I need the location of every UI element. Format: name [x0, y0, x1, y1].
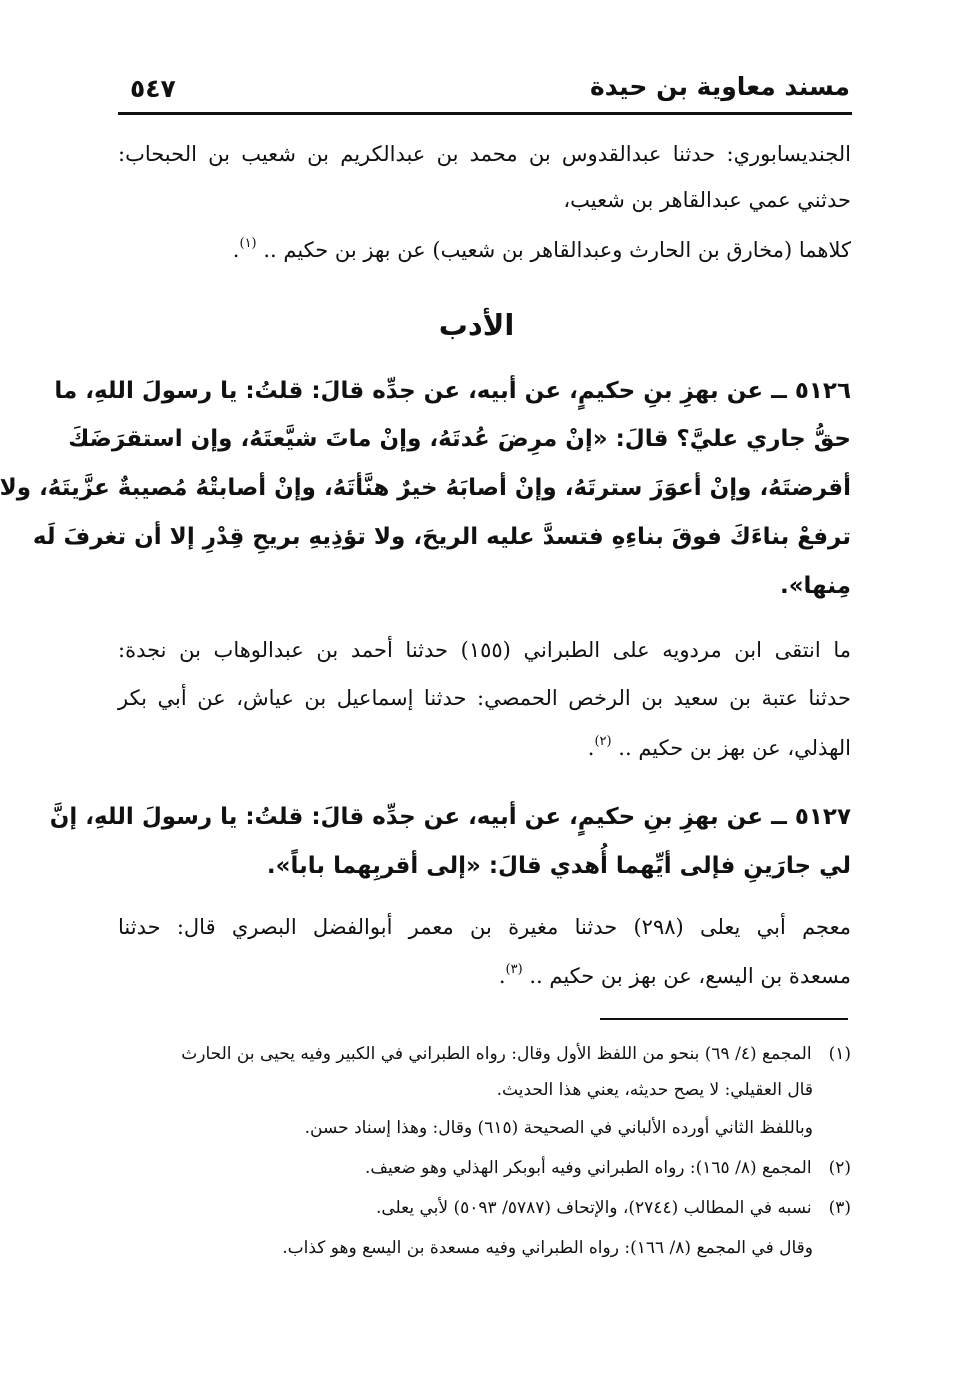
source-5127-line: معجم أبي يعلى (٢٩٨) حدثنا مغيرة بن معمر أبوالفضل البصري قال: حدثنا [118, 915, 851, 939]
source-5126-text: الهذلي، عن بهز بن حكيم .. [618, 736, 851, 760]
footnote-3 [376, 1198, 851, 1218]
footnote-number: (٢) [828, 1158, 851, 1178]
intro-line-text: كلاهما (مخارق بن الحارث وعبدالقاهر بن شعيب) عن بهز بن حكيم .. [263, 238, 851, 262]
footnote-1-cont [497, 1080, 813, 1100]
footnote-number: (١) [828, 1044, 851, 1064]
footnote-text: قال العقيلي: لا يصح حديثه، يعني هذا الحديث. [496, 1080, 813, 1100]
section-heading: الأدب [438, 308, 515, 342]
footnote-separator [600, 1018, 848, 1020]
intro-line: حدثني عمي عبدالقاهر بن شعيب، [563, 188, 851, 212]
footnote-ref[interactable]: (٢) [594, 734, 612, 749]
footnote-text: وقال في المجمع (٨/ ١٦٦): رواه الطبراني وفيه مسعدة بن اليسع وهو كذاب. [282, 1238, 813, 1258]
hadith-5126-line: ٥١٢٦ ــ عن بهزِ بنِ حكيمٍ، عن أبيه، عن جدِّه قالَ: قلتُ: يا رسولَ اللهِ، ما [54, 378, 851, 404]
footnote-ref[interactable]: (٣) [505, 962, 523, 977]
hadith-5126-line: ترفعْ بناءَكَ فوقَ بناءِهِ فتسدَّ عليه الريحَ، ولا تؤذِيهِ بريحِ قِدْرِ إلا أن تغرفَ لَه [32, 524, 851, 550]
hadith-5127-line: لي جارَينِ فإلى أيِّهما أُهدي قالَ: «إلى أقربِهما باباً». [266, 853, 851, 879]
intro-line: الجنديسابوري: حدثنا عبدالقدوس بن محمد بن عبدالكريم بن شعيب بن الحبحاب: [118, 142, 851, 166]
footnote-2 [365, 1158, 851, 1178]
hadith-5126-line: أقرضتَهُ، وإنْ أعوَزَ سترتَهُ، وإنْ أصابَهُ خيرٌ هنَّأتَهُ، وإنْ أصابتْهُ مُصيبةٌ عزَّيتَهُ، ولا [0, 475, 851, 501]
footnote-1-cont [305, 1118, 813, 1138]
source-5126-line: ما انتقى ابن مردويه على الطبراني (١٥٥) حدثنا أحمد بن عبدالوهاب بن نجدة: [118, 638, 851, 662]
footnote-1 [181, 1044, 851, 1064]
hadith-5127-line: ٥١٢٧ ــ عن بهزِ بنِ حكيمٍ، عن أبيه، عن جدِّه قالَ: قلتُ: يا رسولَ اللهِ، إنَّ [49, 804, 851, 830]
hadith-5126-line: مِنها». [779, 573, 851, 599]
footnote-3-cont [282, 1238, 813, 1258]
hadith-5126-line: حقُّ جاري عليَّ؟ قالَ: «إنْ مرِضَ عُدتَهُ، وإنْ ماتَ شيَّعتَهُ، وإن استقرَضَكَ [68, 426, 851, 452]
footnote-ref[interactable]: (١) [239, 236, 257, 251]
footnote-text: المجمع (٨/ ١٦٥): رواه الطبراني وفيه أبوبكر الهذلي وهو ضعيف. [365, 1158, 812, 1178]
footnote-text: وباللفظ الثاني أورده الألباني في الصحيحة (٦١٥) وقال: وهذا إسناد حسن. [304, 1118, 813, 1138]
footnote-number: (٣) [828, 1198, 851, 1218]
source-5126-line: حدثنا عتبة بن سعيد بن الرخص الحمصي: حدثنا إسماعيل بن عياش، عن أبي بكر [118, 686, 851, 710]
footnote-text: نسبه في المطالب (٢٧٤٤)، والإتحاف (٥٧٨٧/ ٥٠٩٣) لأبي يعلى. [375, 1198, 812, 1218]
footnote-text: المجمع (٤/ ٦٩) بنحو من اللفظ الأول وقال: رواه الطبراني في الكبير وفيه يحيى بن الحارث [181, 1044, 812, 1064]
source-5127-line-with-ref: مسعدة بن اليسع، عن بهز بن حكيم .. $^{(٣)}$. [498, 962, 851, 988]
page-number: ٥٤٧ [130, 74, 176, 103]
running-title: مسند معاوية بن حيدة [589, 72, 850, 101]
source-5126-line-with-ref: الهذلي، عن بهز بن حكيم .. $^{(٢)}$. [587, 734, 851, 760]
source-5127-text: مسعدة بن اليسع، عن بهز بن حكيم .. [529, 964, 851, 988]
intro-line-with-ref: كلاهما (مخارق بن الحارث وعبدالقاهر بن شعيب) عن بهز بن حكيم .. $^{(١)}$. [232, 236, 851, 262]
page-header [118, 66, 852, 106]
header-rule [118, 112, 852, 115]
